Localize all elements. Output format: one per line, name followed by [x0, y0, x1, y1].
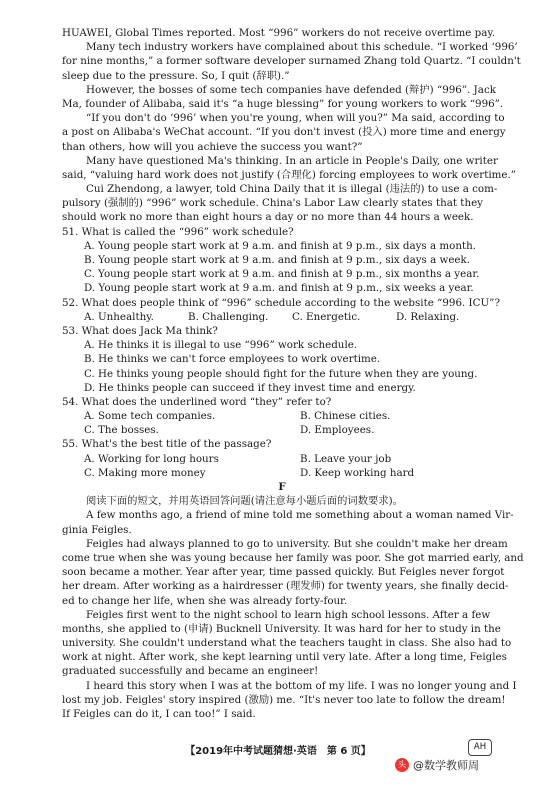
question-52-options — [62, 310, 502, 324]
section-f-line: I heard this story when I was at the bottom of my life. I was no longer young and I — [86, 679, 517, 692]
passage-line: “If you don't do ‘996’ when you're young, when will you?” Ma said, according to — [86, 112, 505, 125]
question-54-option: A. Some tech companies. — [84, 410, 216, 423]
section-f-line: come true when she was young because her family was poor. She got married early, and — [62, 551, 524, 564]
section-f-line: Feigles first went to the night school to learn high school lessons. After a few — [86, 608, 491, 621]
question-53-option: A. He thinks it is illegal to use “996” work schedule. — [84, 339, 358, 352]
question-52-option: D. Relaxing. — [396, 310, 460, 323]
question-52-stem: 52. What does people think of “996” schedule according to the website “996. ICU”? — [62, 296, 500, 309]
passage-line: a post on Alibaba's WeChat account. “If you don't invest (投入) more time and energy — [62, 126, 506, 139]
section-f-line: university. She couldn't understand what the teachers taught in class. She also had to — [62, 637, 512, 650]
question-54-option: D. Employees. — [300, 424, 375, 437]
section-f-line: ed to change her life, when she was already forty-four. — [62, 594, 348, 607]
section-f-line: ginia Feigles. — [62, 523, 132, 536]
passage — [62, 26, 524, 721]
question-52-option: C. Energetic. — [292, 310, 361, 323]
passage-line: HUAWEI, Global Times reported. Most “996” workers do not receive overtime pay. — [62, 27, 496, 39]
question-51-stem: 51. What is called the “996” work schedule? — [62, 225, 294, 238]
passage-line: Cui Zhendong, a lawyer, told China Daily that it is illegal (违法的) to use a com- — [86, 183, 498, 196]
question-55-options-row — [62, 466, 502, 480]
question-53-stem: 53. What does Jack Ma think? — [62, 324, 218, 337]
toutiao-logo-icon: 头条 — [395, 758, 409, 772]
question-52-option: A. Unhealthy. — [84, 310, 154, 323]
question-51-option: A. Young people start work at 9 a.m. and finish at 9 p.m., six days a month. — [84, 239, 477, 252]
question-54-options-row — [62, 423, 502, 437]
question-55-stem: 55. What's the best title of the passage? — [62, 438, 272, 451]
question-54-option: B. Chinese cities. — [300, 410, 391, 423]
watermark-text: @数学教师周 — [413, 759, 479, 772]
question-54-options-row — [62, 409, 502, 423]
question-54-option: C. The bosses. — [84, 424, 159, 437]
question-55-options-row — [62, 452, 502, 466]
question-51-option: B. Young people start work at 9 a.m. and finish at 9 p.m., six days a week. — [84, 254, 471, 266]
question-55-option: C. Making more money — [84, 466, 206, 479]
passage-line: pulsory (强制的) “996” work schedule. China's Labor Law clearly states that they — [62, 197, 483, 210]
section-f-title: F — [278, 481, 286, 493]
question-55-option: A. Working for long hours — [84, 452, 219, 465]
section-f-instruction: 阅读下面的短文，并用英语回答问题(请注意每小题后面的词数要求)。 — [86, 495, 403, 508]
section-f-line: work at night. After work, she kept learning until very late. After a long time, Feigles — [62, 651, 507, 664]
section-f-line: graduated successfully and became an engineer! — [62, 665, 319, 678]
question-53-option: B. He thinks we can't force employees to work overtime. — [84, 353, 381, 366]
question-52-option: B. Challenging. — [188, 310, 269, 323]
passage-line: for nine months,” a former software developer surnamed Zhang told Quartz. “I couldn't — [62, 55, 521, 68]
question-51-option: C. Young people start work at 9 a.m. and finish at 9 p.m., six months a year. — [84, 268, 480, 281]
question-53-option: C. He thinks young people should fight for the future when they are young. — [84, 367, 478, 380]
question-55-option: D. Keep working hard — [300, 466, 415, 479]
passage-line: should work no more than eight hours a day or no more than 44 hours a week. — [62, 211, 474, 224]
question-51-option: D. Young people start work at 9 a.m. and finish at 9 p.m., six weeks a year. — [84, 282, 474, 295]
passage-line: sleep due to the pressure. So, I quit (辞职).” — [62, 69, 290, 82]
passage-line: Many tech industry workers have complained about this schedule. “I worked ‘996’ — [86, 41, 518, 54]
passage-line: Many have questioned Ma's thinking. In an article in People's Daily, one writer — [86, 154, 498, 167]
section-f-line: lost my job. Feigles' story inspired (激励) me. “It's never too late to follow the dream! — [62, 693, 506, 706]
question-55-option: B. Leave your job — [300, 452, 392, 465]
section-f-line: If Feigles can do it, I can too!” I said. — [62, 708, 256, 720]
section-f-line: soon became a mother. Year after year, time passed quickly. But Feigles never forgot — [62, 566, 505, 579]
passage-line: said, “valuing hard work does not justify (合理化) forcing employees to work overtime.” — [62, 168, 517, 181]
page-footer: 【2019年中考试题猜想·英语 第 6 页】 — [185, 746, 371, 757]
question-54-stem: 54. What does the underlined word “they” refer to? — [62, 395, 332, 408]
section-f-line: her dream. After working as a hairdresser (理发师) for twenty years, she finally decid- — [62, 580, 509, 593]
passage-line: However, the bosses of some tech companies have defended (辩护) “996”. Jack — [86, 83, 496, 96]
section-f-line: months, she applied to (申请) Bucknell University. It was hard for her to study in the — [62, 622, 501, 635]
region-badge: AH — [468, 739, 492, 756]
section-f-line: A few months ago, a friend of mine told me something about a woman named Vir- — [86, 509, 514, 522]
passage-line: Ma, founder of Alibaba, said it's “a huge blessing” for young workers to work “996”. — [62, 97, 504, 110]
passage-line: than others, how will you achieve the success you want?” — [62, 140, 363, 153]
section-f-line: Feigles had always planned to go to university. But she couldn't make her dream — [86, 537, 508, 550]
question-53-option: D. He thinks people can succeed if they invest time and energy. — [84, 381, 416, 394]
watermark — [395, 757, 479, 783]
